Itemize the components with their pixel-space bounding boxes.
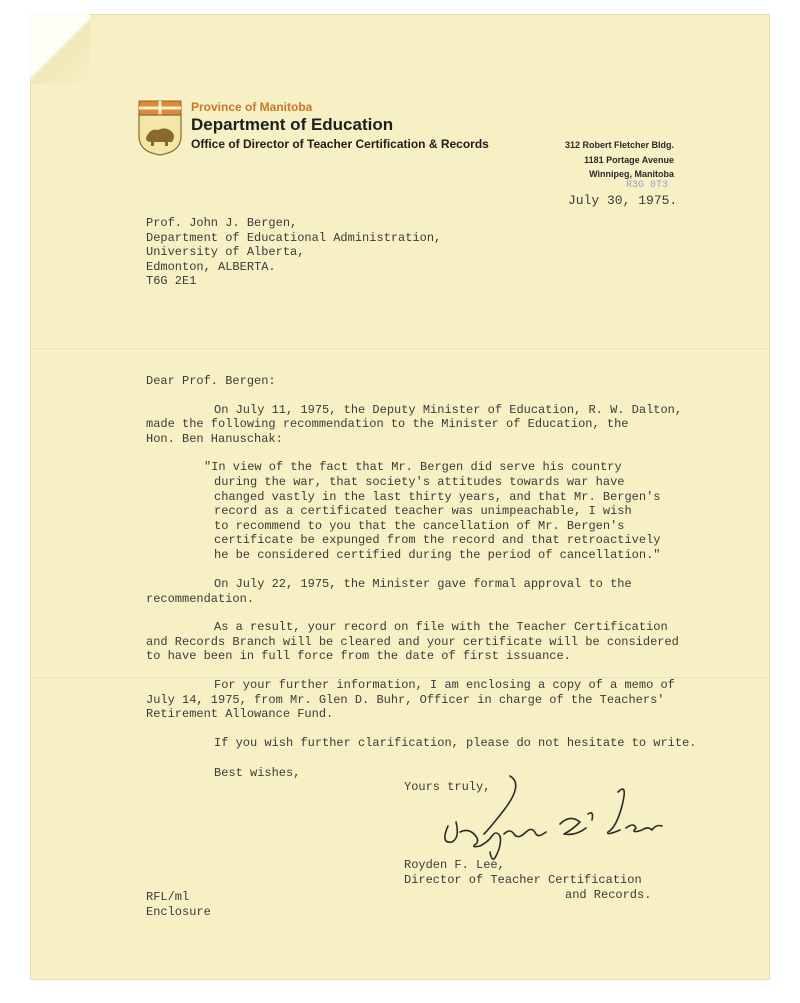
paragraph-line: On July 11, 1975, the Deputy Minister of Education, R. W. Dalton, [214,403,683,417]
folded-corner [30,14,90,84]
paragraph-line: On July 22, 1975, the Minister gave formal approval to the [214,577,632,591]
paragraph-line: to have been in full force from the date of first issuance. [146,649,571,663]
quote-line: record as a certificated teacher was unimpeachable, I wish [214,504,632,518]
paragraph-line: As a result, your record on file with the Teacher Certification [214,620,668,634]
quote-line: certificate be expunged from the record and that retroactively [214,533,661,547]
quote-line: during the war, that society's attitudes towards war have [214,475,625,489]
address-line: 1181 Portage Avenue [584,155,674,165]
reference-initials: RFL/ml [146,890,190,904]
signer-title: and Records. [565,888,652,902]
recipient-line: Department of Educational Administration, [146,231,442,245]
province-name: Province of Manitoba [191,100,313,114]
handwritten-signature [430,770,670,870]
signer-title: Director of Teacher Certification [404,873,642,887]
recipient-line: Edmonton, ALBERTA. [146,260,276,274]
recipient-line: University of Alberta, [146,245,305,259]
paragraph-line: and Records Branch will be cleared and your certificate will be considered [146,635,679,649]
postal-code-stamp: R3G 0T3 [626,180,669,191]
best-wishes: Best wishes, [214,766,301,780]
paragraph-line: July 14, 1975, from Mr. Glen D. Buhr, Officer in charge of the Teachers' [146,693,665,707]
address-line: Winnipeg, Manitoba [589,169,674,179]
manitoba-crest-icon [138,100,182,156]
paragraph-line: For your further information, I am enclosing a copy of a memo of [214,678,675,692]
quote-line: changed vastly in the last thirty years, and that Mr. Bergen's [214,490,661,504]
department-name: Department of Education [191,115,394,134]
recipient-line: T6G 2E1 [146,274,197,288]
salutation: Dear Prof. Bergen: [146,374,276,388]
paragraph-line: Retirement Allowance Fund. [146,707,334,721]
recipient-line: Prof. John J. Bergen, [146,216,298,230]
paragraph-line: made the following recommendation to the Minister of Education, the [146,417,629,431]
enclosure-note: Enclosure [146,905,211,919]
quote-line: to recommend to you that the cancellation of Mr. Bergen's [214,519,625,533]
address-line: 312 Robert Fletcher Bldg. [564,140,674,150]
signer-name: Royden F. Lee, [404,858,505,872]
quote-line: "In view of the fact that Mr. Bergen did serve his country [204,460,622,474]
closing: Yours truly, [404,780,491,794]
letter-date: July 30, 1975. [568,193,678,208]
paragraph-line: recommendation. [146,592,255,606]
quote-line: he be considered certified during the period of cancellation." [214,548,661,562]
paragraph-line: Hon. Ben Hanuschak: [146,432,283,446]
fold-line [30,347,770,349]
office-name: Office of Director of Teacher Certification & Records [191,137,489,151]
paragraph-line: If you wish further clarification, please do not hesitate to write. [214,736,697,750]
